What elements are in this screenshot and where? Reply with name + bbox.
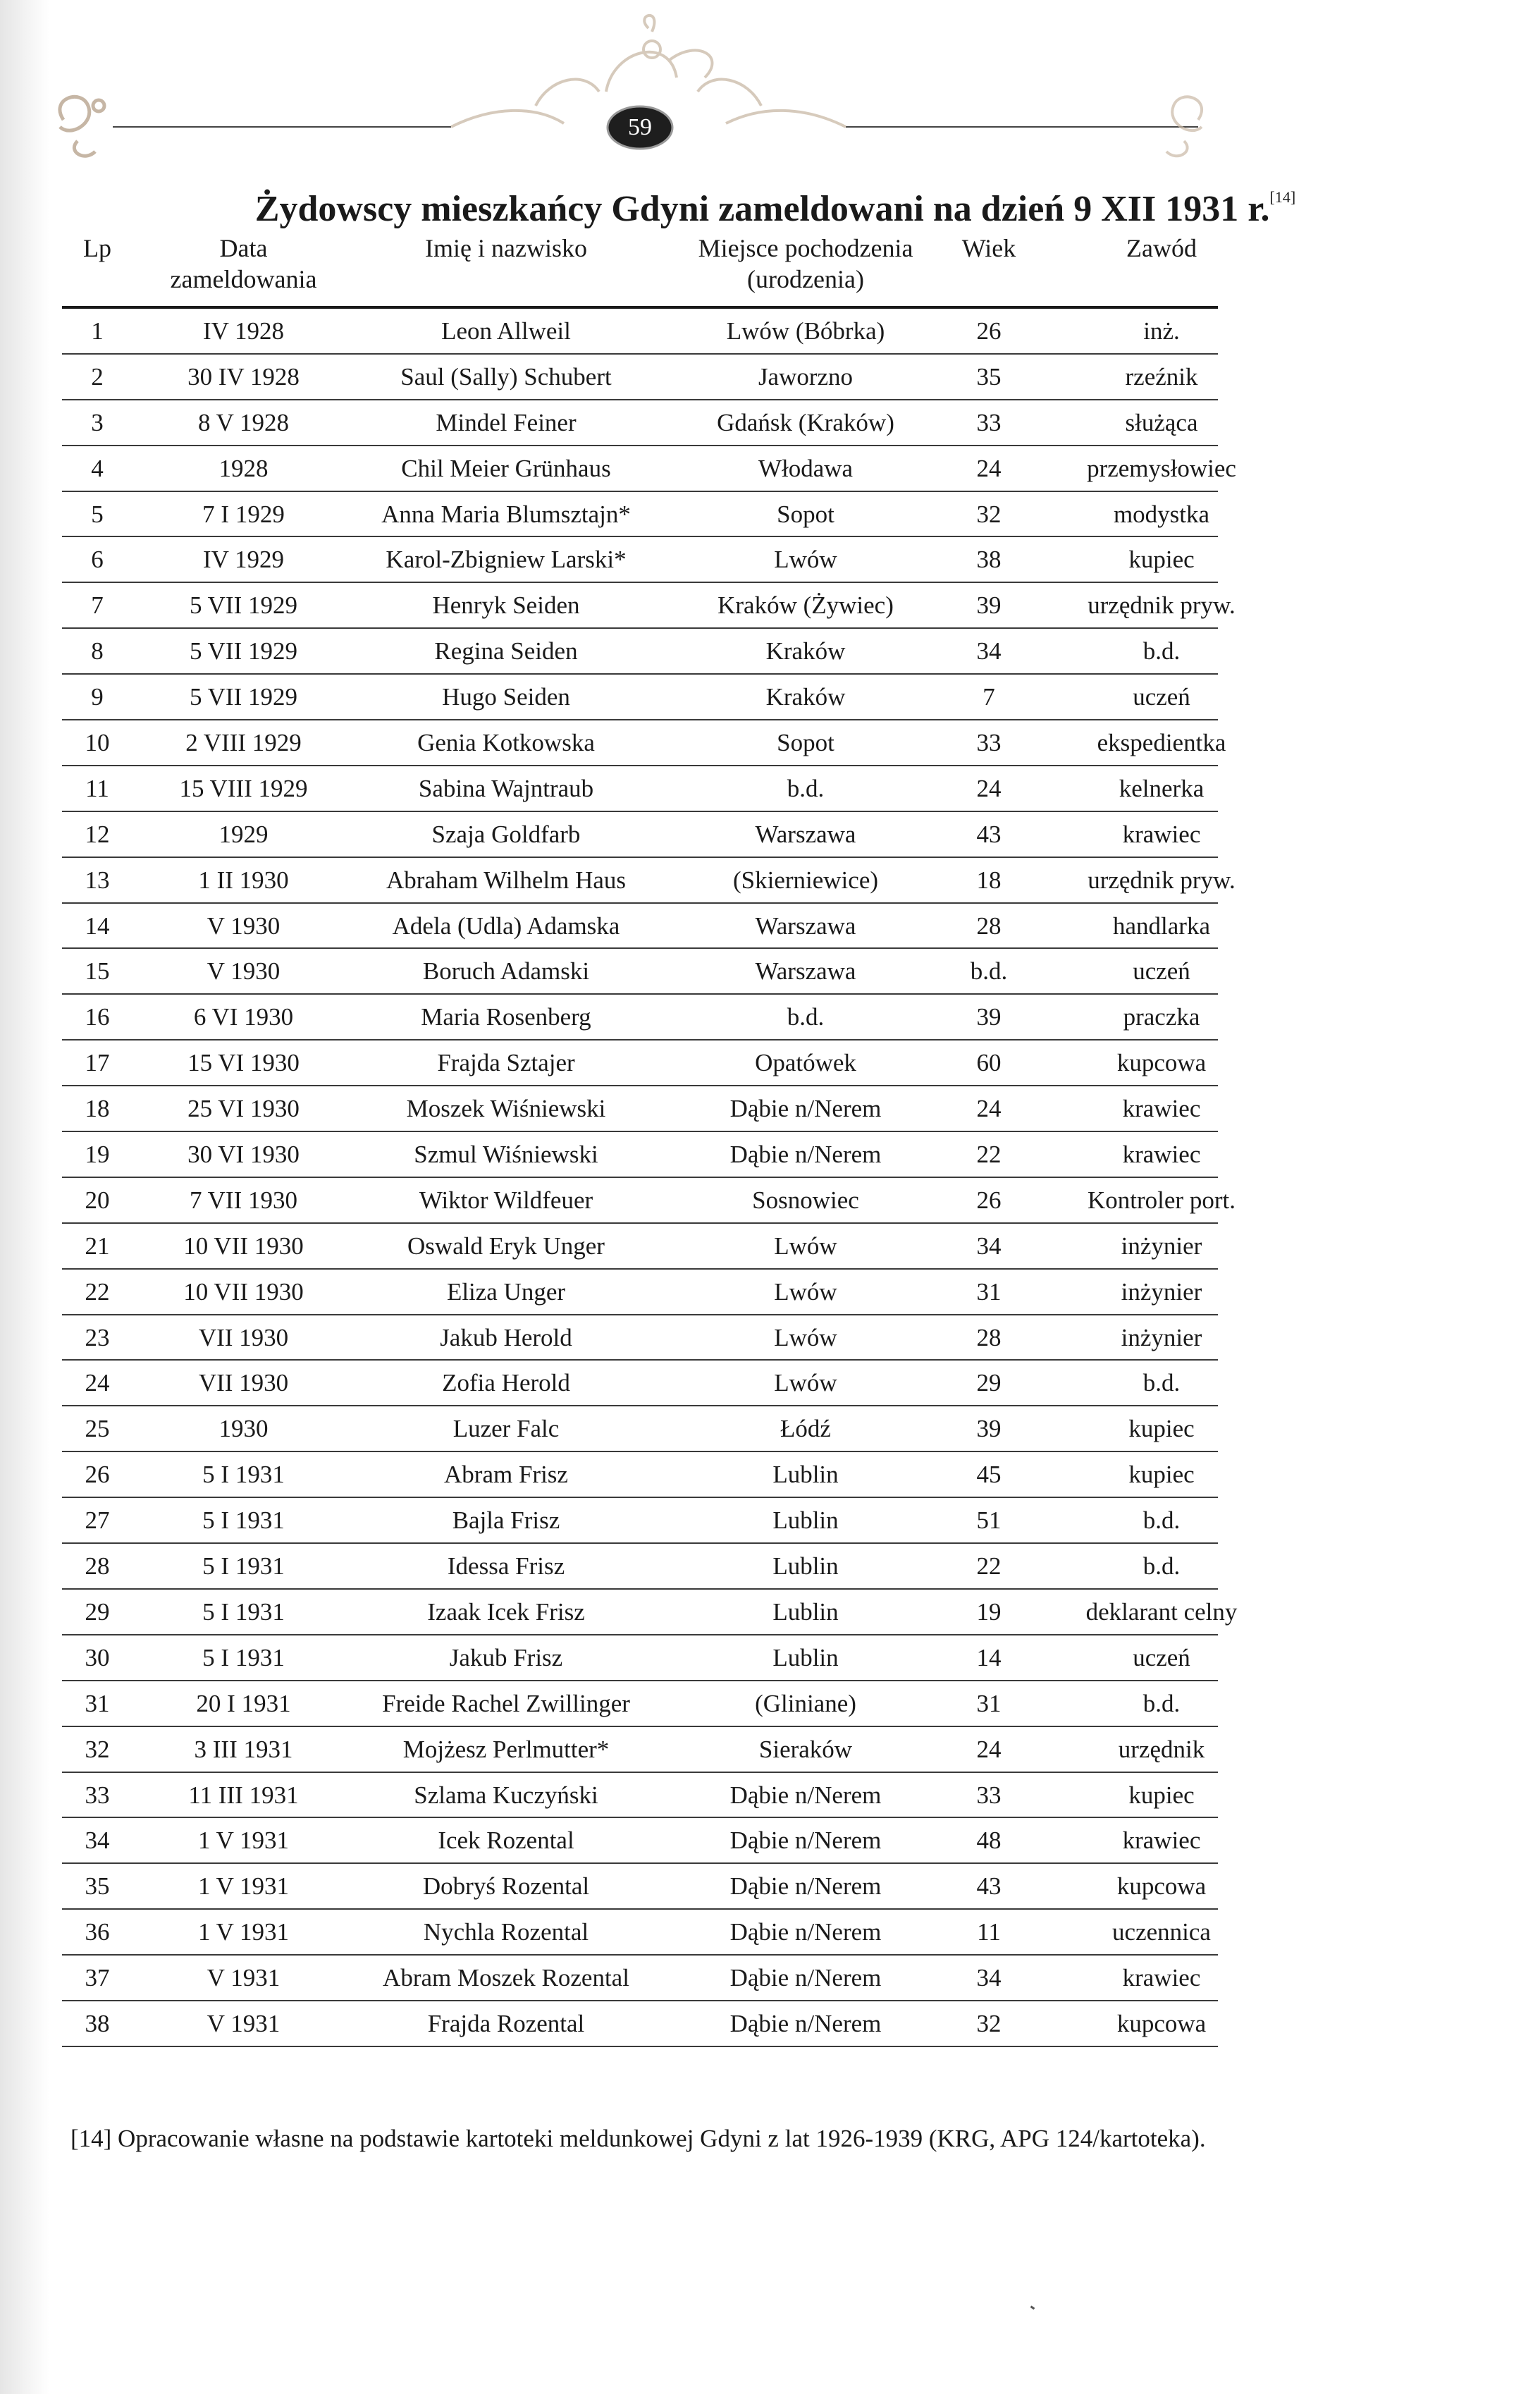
cell-job: urzędnik pryw. — [1088, 591, 1236, 620]
cell-age: 28 — [976, 911, 1002, 940]
cell-job: kupcowa — [1116, 1049, 1207, 1077]
cell-age: 33 — [976, 408, 1002, 436]
cell-lp: 7 — [91, 591, 104, 620]
cell-name: Maria Rosenberg — [421, 1003, 591, 1031]
cell-date: 5 I 1931 — [202, 1461, 285, 1489]
header-lp: Lp — [83, 234, 111, 262]
cell-date: 8 V 1928 — [197, 408, 289, 436]
cell-name: Szlama Kuczyński — [414, 1781, 598, 1809]
cell-place: Kraków — [765, 683, 846, 711]
cell-name: Moszek Wiśniewski — [406, 1095, 606, 1123]
table-row — [62, 446, 1236, 492]
cell-name: Freide Rachel Zwillinger — [382, 1689, 630, 1717]
cell-job: b.d. — [1142, 1552, 1181, 1580]
cell-date: 1 V 1931 — [197, 1872, 289, 1901]
cell-place: Dąbie n/Nerem — [729, 1918, 882, 1946]
cell-name: Hugo Seiden — [442, 683, 570, 711]
cell-age: 14 — [976, 1643, 1002, 1671]
table-row — [62, 309, 1218, 355]
cell-name: Abram Frisz — [444, 1461, 568, 1489]
cell-name: Szaja Goldfarb — [431, 820, 581, 848]
table-row — [62, 1635, 1218, 1681]
cell-name: Genia Kotkowska — [417, 729, 595, 757]
cell-job: uczennica — [1112, 1918, 1211, 1946]
cell-lp: 37 — [85, 1964, 110, 1992]
cell-name: Sabina Wajntraub — [418, 774, 594, 802]
table-row — [62, 720, 1226, 766]
cell-name: Zofia Herold — [442, 1369, 570, 1397]
table-body — [62, 309, 1238, 2047]
cell-date: IV 1928 — [202, 317, 285, 345]
cell-place: Lwów (Bóbrka) — [726, 317, 885, 345]
cell-job: krawiec — [1122, 820, 1201, 848]
cell-date: 2 VIII 1929 — [185, 729, 302, 757]
cell-name: Nychla Rozental — [423, 1918, 589, 1946]
title-footnote-ref: [14] — [1269, 188, 1296, 206]
cell-lp: 26 — [85, 1461, 110, 1489]
cell-age: 31 — [976, 1689, 1002, 1717]
table-row — [62, 1773, 1218, 1819]
table-row — [62, 1956, 1218, 2001]
cell-job: b.d. — [1142, 1506, 1181, 1535]
cell-place: Lublin — [772, 1597, 839, 1626]
table-row — [62, 1086, 1218, 1132]
cell-lp: 29 — [85, 1597, 110, 1626]
cell-age: 19 — [976, 1597, 1002, 1626]
cell-date: 1929 — [218, 820, 269, 848]
cell-place: Dąbie n/Nerem — [729, 1781, 882, 1809]
cell-lp: 22 — [85, 1277, 110, 1306]
cell-job: krawiec — [1122, 1964, 1201, 1992]
cell-place: Jaworzno — [758, 362, 854, 391]
header-name: Imię i nazwisko — [425, 234, 587, 262]
cell-age: 22 — [976, 1141, 1002, 1169]
cell-date: 7 VII 1930 — [190, 1186, 297, 1214]
cell-job: kupcowa — [1116, 1872, 1207, 1901]
cell-lp: 19 — [85, 1141, 110, 1169]
cell-date: 25 VI 1930 — [187, 1095, 300, 1123]
cell-age: 43 — [976, 820, 1002, 848]
cell-place: Dąbie n/Nerem — [729, 1872, 882, 1901]
table-row — [62, 1178, 1236, 1224]
cell-date: 1928 — [218, 454, 269, 482]
cell-lp: 16 — [85, 1003, 110, 1031]
header-date-line2: zameldowania — [170, 265, 317, 293]
cell-lp: 6 — [91, 546, 104, 574]
cell-date: 1930 — [218, 1415, 269, 1443]
table-row — [62, 1498, 1218, 1544]
cell-job: rzeźnik — [1125, 362, 1198, 391]
cell-date: 1 II 1930 — [198, 866, 289, 894]
cell-place: Lublin — [772, 1643, 839, 1671]
table-row — [62, 1270, 1218, 1315]
table-row — [62, 1590, 1238, 1635]
table-row — [62, 904, 1218, 950]
cell-lp: 10 — [85, 729, 110, 757]
flourish-left-corner — [60, 97, 104, 156]
cell-job: b.d. — [1142, 1689, 1181, 1717]
cell-age: 34 — [976, 1964, 1002, 1992]
cell-date: 11 III 1931 — [188, 1781, 299, 1809]
cell-place: Sosnowiec — [752, 1186, 859, 1214]
cell-job: kelnerka — [1119, 774, 1205, 802]
table-row — [62, 1361, 1218, 1406]
cell-age: 22 — [976, 1552, 1002, 1580]
cell-lp: 18 — [85, 1095, 110, 1123]
cell-lp: 1 — [91, 317, 104, 345]
cell-job: przemysłowiec — [1087, 454, 1236, 482]
table-row — [62, 1818, 1218, 1864]
cell-place: Łódź — [780, 1415, 831, 1443]
table-row — [62, 1910, 1218, 1956]
cell-name: Oswald Eryk Unger — [407, 1232, 605, 1260]
table-row — [62, 492, 1218, 538]
cell-date: V 1931 — [207, 2009, 281, 2037]
cell-name: Frajda Rozental — [427, 2009, 585, 2037]
cell-name: Bajla Frisz — [452, 1506, 560, 1535]
cell-job: uczeń — [1133, 957, 1190, 986]
cell-lp: 15 — [85, 957, 110, 986]
cell-name: Karol-Zbigniew Larski* — [386, 546, 627, 574]
page-number: 59 — [628, 114, 652, 140]
cell-name: Jakub Herold — [440, 1323, 572, 1351]
cell-lp: 28 — [85, 1552, 110, 1580]
cell-age: 48 — [976, 1827, 1002, 1855]
cell-place: Lwów — [774, 546, 837, 574]
cell-lp: 31 — [85, 1689, 110, 1717]
cell-name: Abram Moszek Rozental — [383, 1964, 629, 1992]
cell-lp: 3 — [91, 408, 104, 436]
cell-name: Idessa Frisz — [447, 1552, 565, 1580]
header-age: Wiek — [961, 234, 1016, 262]
cell-date: 30 IV 1928 — [187, 362, 300, 391]
cell-name: Icek Rozental — [438, 1827, 574, 1855]
cell-job: b.d. — [1142, 637, 1181, 665]
cell-place: Sopot — [777, 729, 834, 757]
cell-date: 5 I 1931 — [202, 1597, 285, 1626]
cell-date: 5 I 1931 — [202, 1643, 285, 1671]
cell-date: VII 1930 — [198, 1323, 289, 1351]
cell-lp: 17 — [85, 1049, 110, 1077]
cell-lp: 36 — [85, 1918, 110, 1946]
cell-lp: 25 — [85, 1415, 110, 1443]
cell-age: 11 — [977, 1918, 1001, 1946]
cell-age: 38 — [976, 546, 1002, 574]
cell-age: 33 — [976, 1781, 1002, 1809]
cell-lp: 38 — [85, 2009, 110, 2037]
cell-place: Dąbie n/Nerem — [729, 2009, 882, 2037]
cell-lp: 20 — [85, 1186, 110, 1214]
cell-age: 35 — [976, 362, 1002, 391]
table-row — [62, 1132, 1218, 1178]
table-row — [62, 1406, 1218, 1452]
cell-age: 34 — [976, 1232, 1002, 1260]
cell-age: 33 — [976, 729, 1002, 757]
cell-age: 28 — [976, 1323, 1002, 1351]
table-row — [62, 675, 1218, 720]
cell-age: 24 — [976, 1095, 1002, 1123]
cell-age: 31 — [976, 1277, 1002, 1306]
cell-age: 51 — [976, 1506, 1002, 1535]
cell-name: Abraham Wilhelm Haus — [386, 866, 627, 894]
cell-job: urzędnik — [1118, 1735, 1205, 1763]
cell-date: 5 VII 1929 — [190, 591, 297, 620]
header-place-line1: Miejsce pochodzenia — [698, 234, 913, 262]
cell-date: 10 VII 1930 — [183, 1277, 304, 1306]
table-row — [62, 1544, 1218, 1590]
cell-date: V 1930 — [207, 957, 281, 986]
cell-name: Luzer Falc — [452, 1415, 560, 1443]
cell-age: 7 — [982, 683, 995, 711]
cell-date: 5 VII 1929 — [190, 683, 297, 711]
cell-age: 26 — [976, 317, 1002, 345]
cell-name: Frajda Sztajer — [437, 1049, 575, 1077]
cell-place: Dąbie n/Nerem — [729, 1141, 882, 1169]
cell-date: VII 1930 — [198, 1369, 289, 1397]
cell-job: służąca — [1125, 408, 1198, 436]
cell-place: Gdańsk (Kraków) — [717, 408, 894, 436]
cell-place: Lwów — [774, 1323, 837, 1351]
cell-job: uczeń — [1133, 1643, 1190, 1671]
cell-place: Lublin — [772, 1461, 839, 1489]
cell-lp: 32 — [85, 1735, 110, 1763]
cell-date: V 1930 — [207, 911, 281, 940]
cell-name: Chil Meier Grünhaus — [401, 454, 611, 482]
cell-age: b.d. — [970, 957, 1008, 986]
cell-job: praczka — [1123, 1003, 1200, 1031]
cell-place: b.d. — [787, 774, 825, 802]
cell-job: inżynier — [1121, 1232, 1202, 1260]
cell-name: Regina Seiden — [434, 637, 578, 665]
cell-job: kupiec — [1128, 1781, 1195, 1809]
header-ornament — [0, 0, 1540, 183]
table-row — [62, 355, 1218, 400]
table-row — [62, 995, 1218, 1041]
cell-date: 30 VI 1930 — [187, 1141, 300, 1169]
cell-lp: 33 — [85, 1781, 110, 1809]
cell-age: 29 — [976, 1369, 1002, 1397]
cell-lp: 24 — [85, 1369, 110, 1397]
cell-name: Boruch Adamski — [422, 957, 590, 986]
cell-place: Lublin — [772, 1552, 839, 1580]
scan-speck — [1030, 2306, 1035, 2310]
cell-lp: 13 — [85, 866, 110, 894]
table-row — [62, 858, 1236, 904]
table-title — [85, 175, 1466, 232]
cell-job: krawiec — [1122, 1095, 1201, 1123]
cell-name: Adela (Udla) Adamska — [392, 911, 620, 940]
cell-place: Kraków (Żywiec) — [717, 591, 894, 620]
cell-date: IV 1929 — [202, 546, 285, 574]
cell-age: 34 — [976, 637, 1002, 665]
cell-job: inżynier — [1121, 1277, 1202, 1306]
table-row — [62, 1727, 1218, 1773]
cell-date: 1 V 1931 — [197, 1827, 289, 1855]
cell-name: Mindel Feiner — [436, 408, 577, 436]
header-date — [161, 233, 326, 295]
cell-age: 60 — [976, 1049, 1002, 1077]
cell-age: 39 — [976, 591, 1002, 620]
cell-place: Lwów — [774, 1232, 837, 1260]
cell-job: urzędnik pryw. — [1088, 866, 1236, 894]
cell-job: Kontroler port. — [1088, 1186, 1236, 1214]
table-row — [62, 1864, 1218, 1910]
cell-place: (Gliniane) — [755, 1689, 856, 1717]
cell-job: ekspedientka — [1097, 729, 1226, 757]
cell-place: Lwów — [774, 1277, 837, 1306]
cell-place: Sopot — [777, 500, 834, 528]
cell-date: 15 VIII 1929 — [179, 774, 308, 802]
cell-job: uczeń — [1133, 683, 1190, 711]
cell-lp: 27 — [85, 1506, 110, 1535]
table-row — [62, 537, 1218, 583]
cell-name: Anna Maria Blumsztajn* — [381, 500, 631, 528]
cell-job: handlarka — [1113, 911, 1210, 940]
table-row — [62, 812, 1218, 858]
cell-place: Warszawa — [755, 911, 856, 940]
cell-job: kupcowa — [1116, 2009, 1207, 2037]
scan-edge-shadow — [0, 0, 49, 2394]
cell-job: modystka — [1113, 500, 1210, 528]
cell-date: 5 I 1931 — [202, 1552, 285, 1580]
cell-date: 20 I 1931 — [196, 1689, 291, 1717]
table-row — [62, 629, 1218, 675]
cell-place: Warszawa — [755, 957, 856, 986]
cell-date: 5 VII 1929 — [190, 637, 297, 665]
cell-date: 5 I 1931 — [202, 1506, 285, 1535]
table-title-text: Żydowscy mieszkańcy Gdyni zameldowani na dzień 9 XII 1931 r. — [254, 189, 1270, 229]
cell-lp: 21 — [85, 1232, 110, 1260]
cell-place: (Skierniewice) — [732, 866, 879, 894]
cell-date: 6 VI 1930 — [193, 1003, 294, 1031]
table-row — [62, 2001, 1218, 2047]
cell-date: 7 I 1929 — [202, 500, 285, 528]
cell-name: Saul (Sally) Schubert — [400, 362, 612, 391]
table-row — [62, 949, 1218, 995]
cell-date: 1 V 1931 — [197, 1918, 289, 1946]
table-row — [62, 1681, 1218, 1727]
cell-place: Dąbie n/Nerem — [729, 1095, 882, 1123]
cell-lp: 14 — [85, 911, 110, 940]
cell-age: 26 — [976, 1186, 1002, 1214]
cell-place: Sieraków — [758, 1735, 853, 1763]
cell-job: b.d. — [1142, 1369, 1181, 1397]
header-place-line2: (urodzenia) — [747, 265, 864, 293]
table-row — [62, 400, 1218, 446]
cell-age: 39 — [976, 1003, 1002, 1031]
cell-place: Warszawa — [755, 820, 856, 848]
cell-name: Henryk Seiden — [432, 591, 580, 620]
table-row — [62, 766, 1218, 812]
cell-age: 24 — [976, 1735, 1002, 1763]
cell-date: 3 III 1931 — [194, 1735, 293, 1763]
cell-name: Leon Allweil — [441, 317, 571, 345]
cell-age: 18 — [976, 866, 1002, 894]
cell-age: 39 — [976, 1415, 1002, 1443]
table-row — [62, 1224, 1218, 1270]
table-row — [62, 1452, 1218, 1498]
table-row — [62, 1041, 1218, 1086]
cell-job: deklarant celny — [1085, 1597, 1238, 1626]
cell-place: Kraków — [765, 637, 846, 665]
cell-name: Wiktor Wildfeuer — [419, 1186, 593, 1214]
header-job: Zawód — [1126, 234, 1197, 262]
cell-name: Szmul Wiśniewski — [414, 1141, 598, 1169]
cell-place: Lwów — [774, 1369, 837, 1397]
cell-name: Jakub Frisz — [449, 1643, 563, 1671]
cell-name: Mojżesz Perlmutter* — [402, 1735, 610, 1763]
cell-name: Izaak Icek Frisz — [427, 1597, 585, 1626]
cell-date: V 1931 — [207, 1964, 281, 1992]
cell-age: 32 — [976, 500, 1002, 528]
cell-lp: 30 — [85, 1643, 110, 1671]
cell-lp: 35 — [85, 1872, 110, 1901]
cell-place: Dąbie n/Nerem — [729, 1964, 882, 1992]
cell-job: inż. — [1143, 317, 1180, 345]
table-row — [62, 583, 1236, 629]
cell-name: Dobryś Rozental — [422, 1872, 590, 1901]
cell-place: Dąbie n/Nerem — [729, 1827, 882, 1855]
cell-date: 10 VII 1930 — [183, 1232, 304, 1260]
cell-place: Lublin — [772, 1506, 839, 1535]
cell-place: b.d. — [787, 1003, 825, 1031]
cell-date: 15 VI 1930 — [187, 1049, 300, 1077]
table-header — [62, 230, 1218, 309]
cell-place: Włodawa — [758, 454, 854, 482]
cell-lp: 4 — [91, 454, 104, 482]
cell-lp: 2 — [91, 362, 104, 391]
footnote: [14] Opracowanie własne na podstawie kartoteki meldunkowej Gdyni z lat 1926-1939 (KRG, APG 124/kartoteka). — [70, 2125, 1206, 2152]
cell-job: kupiec — [1128, 1461, 1195, 1489]
cell-lp: 34 — [85, 1827, 110, 1855]
table-row — [62, 1315, 1218, 1361]
cell-job: krawiec — [1122, 1141, 1201, 1169]
cell-lp: 11 — [85, 774, 109, 802]
cell-lp: 12 — [85, 820, 110, 848]
cell-age: 24 — [976, 454, 1002, 482]
residents-table — [62, 230, 1238, 2047]
cell-name: Eliza Unger — [446, 1277, 566, 1306]
cell-job: inżynier — [1121, 1323, 1202, 1351]
cell-job: kupiec — [1128, 546, 1195, 574]
cell-place: Opatówek — [755, 1049, 856, 1077]
cell-job: krawiec — [1122, 1827, 1201, 1855]
cell-lp: 5 — [91, 500, 104, 528]
cell-age: 43 — [976, 1872, 1002, 1901]
cell-lp: 23 — [85, 1323, 110, 1351]
cell-job: kupiec — [1128, 1415, 1195, 1443]
cell-lp: 9 — [91, 683, 104, 711]
cell-age: 24 — [976, 774, 1002, 802]
cell-lp: 8 — [91, 637, 104, 665]
cell-age: 45 — [976, 1461, 1002, 1489]
cell-age: 32 — [976, 2009, 1002, 2037]
header-date-line1: Data — [219, 234, 268, 262]
